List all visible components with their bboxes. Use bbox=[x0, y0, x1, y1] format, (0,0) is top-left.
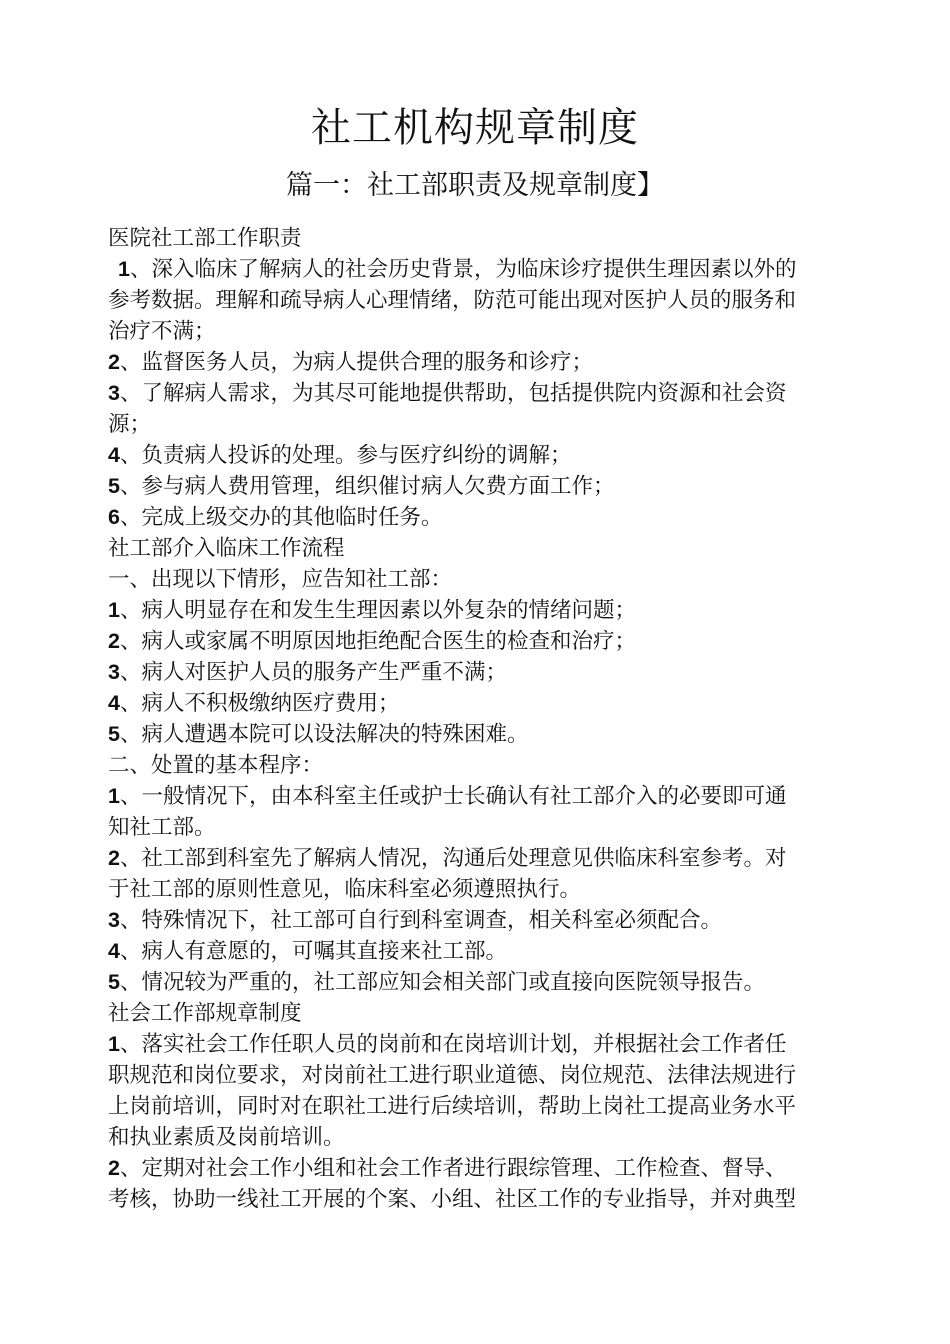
text-line bbox=[108, 936, 860, 967]
text-line bbox=[108, 998, 860, 1029]
line-text: 、一般情况下，由本科室主任或护士长确认有社工部介入的必要即可通 bbox=[119, 784, 787, 809]
text-line bbox=[108, 781, 860, 812]
item-number: 2 bbox=[108, 629, 120, 653]
text-line bbox=[108, 1091, 860, 1122]
item-number: 4 bbox=[108, 939, 120, 963]
text-line bbox=[108, 626, 860, 657]
line-text: 上岗前培训，同时对在职社工进行后续培训，帮助上岗社工提高业务水平 bbox=[108, 1094, 797, 1119]
item-number: 1 bbox=[108, 784, 120, 808]
text-line bbox=[108, 719, 860, 750]
text-line bbox=[108, 285, 860, 316]
item-number: 1 bbox=[108, 598, 120, 622]
item-number: 2 bbox=[108, 846, 120, 870]
text-line bbox=[108, 1060, 860, 1091]
line-text: 和执业素质及岗前培训。 bbox=[108, 1125, 345, 1150]
line-text: 于社工部的原则性意见，临床科室必须遵照执行。 bbox=[108, 877, 582, 902]
text-line bbox=[108, 223, 860, 254]
text-line bbox=[108, 1029, 860, 1060]
line-text: 、病人明显存在和发生生理因素以外复杂的情绪问题； bbox=[119, 598, 636, 623]
line-text: 、病人有意愿的，可嘱其直接来社工部。 bbox=[119, 939, 507, 964]
item-number: 3 bbox=[108, 660, 120, 684]
item-number: 1 bbox=[118, 257, 130, 281]
text-line bbox=[108, 316, 860, 347]
text-line bbox=[108, 843, 860, 874]
line-text: 社会工作部规章制度 bbox=[108, 1001, 302, 1026]
text-line bbox=[108, 874, 860, 905]
line-text: 医院社工部工作职责 bbox=[108, 226, 302, 251]
line-text: 、落实社会工作任职人员的岗前和在岗培训计划，并根据社会工作者任 bbox=[119, 1032, 787, 1057]
line-text: 、病人对医护人员的服务产生严重不满； bbox=[119, 660, 507, 685]
item-number: 4 bbox=[108, 443, 120, 467]
text-line bbox=[108, 254, 860, 285]
item-number: 3 bbox=[108, 908, 120, 932]
item-number: 2 bbox=[108, 1156, 120, 1180]
line-text: 、情况较为严重的，社工部应知会相关部门或直接向医院领导报告。 bbox=[119, 970, 765, 995]
line-text: 社工部介入临床工作流程 bbox=[108, 536, 345, 561]
line-text: 、参与病人费用管理，组织催讨病人欠费方面工作； bbox=[119, 474, 615, 499]
text-line bbox=[108, 750, 860, 781]
item-number: 2 bbox=[108, 350, 120, 374]
line-text: 职规范和岗位要求，对岗前社工进行职业道德、岗位规范、法律法规进行 bbox=[108, 1063, 797, 1088]
line-text: 治疗不满； bbox=[108, 319, 216, 344]
document-subtitle: 篇一：社工部职责及规章制度】 bbox=[286, 170, 664, 201]
line-text: 、特殊情况下，社工部可自行到科室调查，相关科室必须配合。 bbox=[119, 908, 722, 933]
document-title: 社工机构规章制度 bbox=[311, 105, 639, 151]
line-text: 参考数据。理解和疏导病人心理情绪，防范可能出现对医护人员的服务和 bbox=[108, 288, 797, 313]
text-line bbox=[108, 409, 860, 440]
item-number: 4 bbox=[108, 691, 120, 715]
line-text: 、完成上级交办的其他临时任务。 bbox=[119, 505, 443, 530]
text-line bbox=[108, 688, 860, 719]
text-line bbox=[108, 564, 860, 595]
text-line bbox=[108, 1122, 860, 1153]
item-number: 5 bbox=[108, 970, 120, 994]
item-number: 5 bbox=[108, 722, 120, 746]
item-number: 6 bbox=[108, 505, 120, 529]
text-line bbox=[108, 533, 860, 564]
line-text: 知社工部。 bbox=[108, 815, 216, 840]
line-text: 、社工部到科室先了解病人情况，沟通后处理意见供临床科室参考。对 bbox=[119, 846, 787, 871]
text-line bbox=[108, 347, 860, 378]
line-text: 考核，协助一线社工开展的个案、小组、社区工作的专业指导，并对典型 bbox=[108, 1187, 797, 1212]
line-text: 、深入临床了解病人的社会历史背景，为临床诊疗提供生理因素以外的 bbox=[129, 257, 797, 282]
text-line bbox=[108, 1153, 860, 1184]
line-text: 一、出现以下情形，应告知社工部： bbox=[108, 567, 453, 592]
line-text: 、监督医务人员，为病人提供合理的服务和诊疗； bbox=[119, 350, 593, 375]
line-text: 源； bbox=[108, 412, 152, 437]
line-text: 、病人不积极缴纳医疗费用； bbox=[119, 691, 400, 716]
text-line bbox=[108, 440, 860, 471]
line-text: 、了解病人需求，为其尽可能地提供帮助，包括提供院内资源和社会资 bbox=[119, 381, 787, 406]
text-line bbox=[108, 378, 860, 409]
line-text: 、定期对社会工作小组和社会工作者进行跟综管理、工作检查、督导、 bbox=[119, 1156, 787, 1181]
item-number: 3 bbox=[108, 381, 120, 405]
item-number: 5 bbox=[108, 474, 120, 498]
line-text: 二、处置的基本程序： bbox=[108, 753, 324, 778]
document-body bbox=[108, 223, 860, 1215]
line-text: 、病人或家属不明原因地拒绝配合医生的检查和治疗； bbox=[119, 629, 636, 654]
item-number: 1 bbox=[108, 1032, 120, 1056]
text-line bbox=[108, 502, 860, 533]
text-line bbox=[108, 595, 860, 626]
text-line bbox=[108, 657, 860, 688]
text-line bbox=[108, 967, 860, 998]
line-text: 、病人遭遇本院可以设法解决的特殊困难。 bbox=[119, 722, 529, 747]
text-line bbox=[108, 905, 860, 936]
line-text: 、负责病人投诉的处理。参与医疗纠纷的调解； bbox=[119, 443, 572, 468]
text-line bbox=[108, 471, 860, 502]
text-line bbox=[108, 1184, 860, 1215]
text-line bbox=[108, 812, 860, 843]
